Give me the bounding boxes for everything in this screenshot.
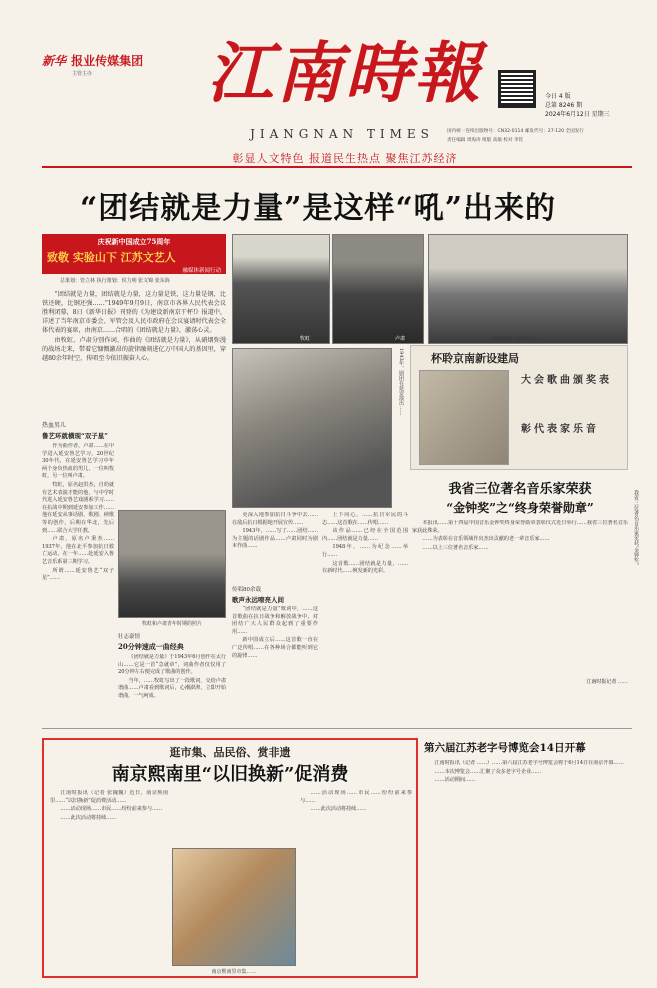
lead-text	[42, 290, 226, 415]
consumer-body-right	[300, 790, 412, 972]
editor-info: 责任编辑 周海涛 组版 高敏 校对 李钦	[447, 138, 524, 143]
col2-body	[118, 654, 226, 724]
col2-paragraph: 当年，……牧虹写出了一段歌词，交给卢肃谱曲……卢肃看到歌词后，心潮澎湃，立即开始谱曲，一气呵成。	[118, 677, 226, 699]
award-source: 江南时报记者 ……	[586, 679, 628, 685]
masthead-title: 江南時報	[207, 34, 483, 112]
side-paragraph: 卢肃，原名卢秉杰……1937年，他在北平参加抗日救亡运动，在一年……赴延安入鲁艺音乐系第三期学习。	[42, 536, 114, 565]
col3-paragraph: 1943年，……写了……团结……为主题的话剧作品……卢肃同时为剧本作曲……	[232, 528, 318, 550]
ad-title: 杯聆京南新设建局	[431, 352, 519, 365]
side-kicker: 热血男儿	[42, 422, 67, 429]
consumer-story-frame	[42, 738, 418, 978]
award-paragraph: ……以上三位著名音乐家……	[422, 544, 489, 551]
anniversary-title: 致敬 实验山下 江苏文艺人	[47, 251, 176, 264]
expo-paragraph: ……活动期间……	[434, 777, 476, 784]
col4-paragraph: 1948年，……为纪念……举行……	[322, 544, 408, 558]
ad-char: 表	[599, 375, 609, 386]
group-sub: 主管主办	[72, 71, 93, 77]
col3-paragraph: 新中国成立后……这首歌一直在广泛传唱……在各种场合都能听到它的旋律……	[232, 637, 318, 659]
young-couple-photo	[118, 510, 226, 618]
ad-char: 歌	[547, 375, 557, 386]
consumer-photo-caption: 南京熙南里市集……	[211, 969, 257, 975]
expo-paragraph: 江南时报讯（记者 ……）……第六届江苏老字号博览会将于6月14日在南京开幕……	[434, 760, 624, 766]
ad-char: 表	[547, 424, 557, 435]
award-title-2: “金钟奖”之“终身荣誉勋章”	[446, 501, 594, 515]
award-body	[412, 520, 628, 675]
consumer-kicker: 逛市集、品民俗、赏非遗	[169, 746, 291, 759]
col3-story	[232, 512, 318, 722]
consumer-body	[50, 790, 168, 972]
side-title: 鲁艺环就横现“双子星”	[42, 432, 108, 440]
group-orchestra-photo	[428, 234, 628, 344]
col2-photo-caption: 牧虹和卢肃青年时期的照片	[141, 621, 202, 627]
ad-char: 奖	[586, 375, 596, 386]
col4-paragraph: 这首歌……团结就是力量，……在新时代……焕发新的光彩。	[322, 560, 408, 575]
exhibition-ad	[410, 345, 628, 470]
ad-event-chars	[521, 371, 621, 466]
col3-paragraph: 更深入地参加抗日斗争中去……在敌后抗日根据地开展宣传……	[232, 512, 318, 526]
lead-paragraph: “团结就是力量，团结就是力量，这力量是铁，这力量是钢，比铁还硬，比钢还强……”1949年9月9日，南京市各界人民代表会议胜利闭幕，8日《新华日报》刊登的《为建设新南京干杯!》报道中，详述了当年南京市委会、军管会及人民市政府在会议宴请时代表会全体代表的宴席，由南京……合唱的《团结就是力量》，激荡心灵。	[42, 291, 226, 334]
portrait-mu-hong	[232, 234, 330, 344]
col2-title: 20分钟速成一曲经典	[118, 642, 184, 651]
consumer-paragraph: ……活动现场……市民……纷纷前来参与……	[60, 806, 163, 813]
ad-char: 大	[521, 375, 531, 386]
portrait-lu-su	[332, 234, 424, 344]
ad-char: 代	[534, 424, 544, 435]
main-headline: “团结就是力量”是这样“吼”出来的	[80, 191, 557, 226]
ad-char: 曲	[560, 375, 570, 386]
masthead-rule	[42, 166, 632, 168]
col4-paragraph: 该作品……已经在全国范围内……团结就是力量……	[322, 528, 408, 542]
ad-char: 音	[586, 424, 596, 435]
group-name: 报业传媒集团	[71, 54, 144, 68]
expo-body	[424, 760, 630, 980]
ad-photo	[419, 370, 509, 465]
ad-vertical-text: 我省三位著名音乐家荣获“金钟奖”	[633, 490, 639, 566]
anniversary-banner-top: 庆祝新中国成立75周年	[97, 237, 171, 246]
ad-char: 颁	[573, 375, 583, 386]
consumer-paragraph: ……活动现场……市民……纷纷前来参与……	[300, 790, 412, 804]
portrait-caption-a: 牧虹	[300, 336, 311, 342]
col3-title: 歌声永远嘹亮人间	[232, 596, 284, 604]
col4-story	[322, 512, 408, 722]
market-photo	[172, 848, 296, 966]
lead-paragraph: 由牧虹、卢肃分别作词、作曲的《团结就是力量》，从硝烟弥漫的战场走来，带着它慷慨激昂的旋律融刻进亿万中国人的基因里，穿越80余年时空，传唱至今依旧振奋人心。	[42, 337, 226, 362]
edition: 今日 4 版	[545, 93, 571, 100]
side-story	[42, 420, 114, 720]
street-photo	[232, 348, 392, 508]
col4-paragraph: 上下同心，……抗日军民的斗志……这首歌在……传唱……	[322, 512, 408, 526]
publish-info: 国内统一连续出版物号：CN32-0114 邮发代号：27-120 全国发行	[447, 129, 584, 134]
side-paragraph: 所谓……延安鲁艺“双子星”……	[42, 567, 114, 582]
group-brand: 新华	[42, 54, 67, 68]
col2-paragraph: 《团结就是力量》于1943年6月创作在太行山……它是一首“急就章”，词曲作者仅仅用了20分钟左右便完成了歌曲的创作。	[118, 654, 226, 676]
issue-number: 总第 8246 期	[545, 102, 583, 109]
expo-paragraph: ……本次博览会……汇聚了众多老字号企业……	[434, 768, 542, 775]
award-paragraph: ……为表彰在音乐领域作出杰出贡献的老一辈音乐家……	[422, 536, 550, 543]
consumer-paragraph: ……此次活动将持续……	[60, 814, 117, 821]
award-story	[412, 478, 628, 723]
award-title: 我省三位著名音乐家荣获	[448, 482, 592, 497]
expo-story	[424, 740, 630, 980]
ad-char: 会	[534, 375, 544, 386]
col3-body	[232, 606, 318, 716]
ad-char: 彰	[521, 424, 531, 435]
consumer-paragraph: ……此次活动将持续……	[310, 806, 367, 813]
col3-paragraph: “团结就是力量”歌词中，……这首歌曲在抗日战争和解放战争中，对团结广大人民群众起到了重要作用……	[232, 606, 318, 635]
side-paragraph: 作为曲作者，卢肃……在中学进入延安鲁艺学习，20世纪30年代，在延安鲁艺学习中年两个身负热血的男儿，一位叫牧虹，另一位叫卢肃。	[42, 443, 114, 480]
consumer-paragraph: 江南时报讯（记者 张魏魏）近日，南京熙南里……“以旧换新”促消费活动……	[50, 790, 168, 804]
anniversary-subtitle: 融媒体新闻行动	[182, 268, 221, 274]
vertical-caption: 1943年，剧团在延安演出……	[398, 348, 404, 416]
portrait-caption-b: 卢肃	[395, 336, 406, 342]
col3-kicker: 传唱80余载	[232, 587, 261, 593]
ad-char: 乐	[573, 424, 583, 435]
side-body	[42, 443, 114, 713]
slogan: 彰显人文特色 报道民生热点 聚焦江苏经济	[232, 152, 458, 165]
col2-kicker: 壮志豪情	[118, 634, 141, 640]
group-photo-caption: 旧时期牧虹与原和乐团……	[490, 337, 544, 342]
credits: 总策划：管立林 执行策划：侯力明 张文锦 张东海	[60, 278, 170, 284]
anniversary-banner	[42, 234, 226, 274]
issue-date: 2024年6月12日 星期三	[545, 111, 610, 118]
award-paragraph: 本报讯……第十四届中国音乐金钟奖终身荣誉勋章表彰仪式近日举行……我省三位著名音乐家获此殊荣。	[412, 520, 628, 534]
col3-body-top	[232, 512, 318, 582]
side-paragraph: 牧虹，原名赵洪杰，自幼就有艺术表演才能的他，与中学时代进入延安鲁艺戏剧系学习……在抗战中期到延安参加工作……他在延安从事话剧、歌剧、秧歌等的创作，后期在华北，先后到……联合大学任教。	[42, 481, 114, 534]
col2-story	[118, 632, 226, 722]
ad-char: 家	[560, 424, 570, 435]
consumer-title: 南京熙南里“以旧换新”促消费	[111, 764, 349, 785]
masthead-pinyin: JIANGNAN TIMES	[250, 127, 434, 141]
expo-title: 第六届江苏老字号博览会14日开幕	[424, 742, 586, 754]
section-divider	[42, 728, 632, 729]
qr-code	[498, 70, 536, 108]
group-logo	[42, 50, 172, 77]
edition-box	[545, 92, 625, 119]
